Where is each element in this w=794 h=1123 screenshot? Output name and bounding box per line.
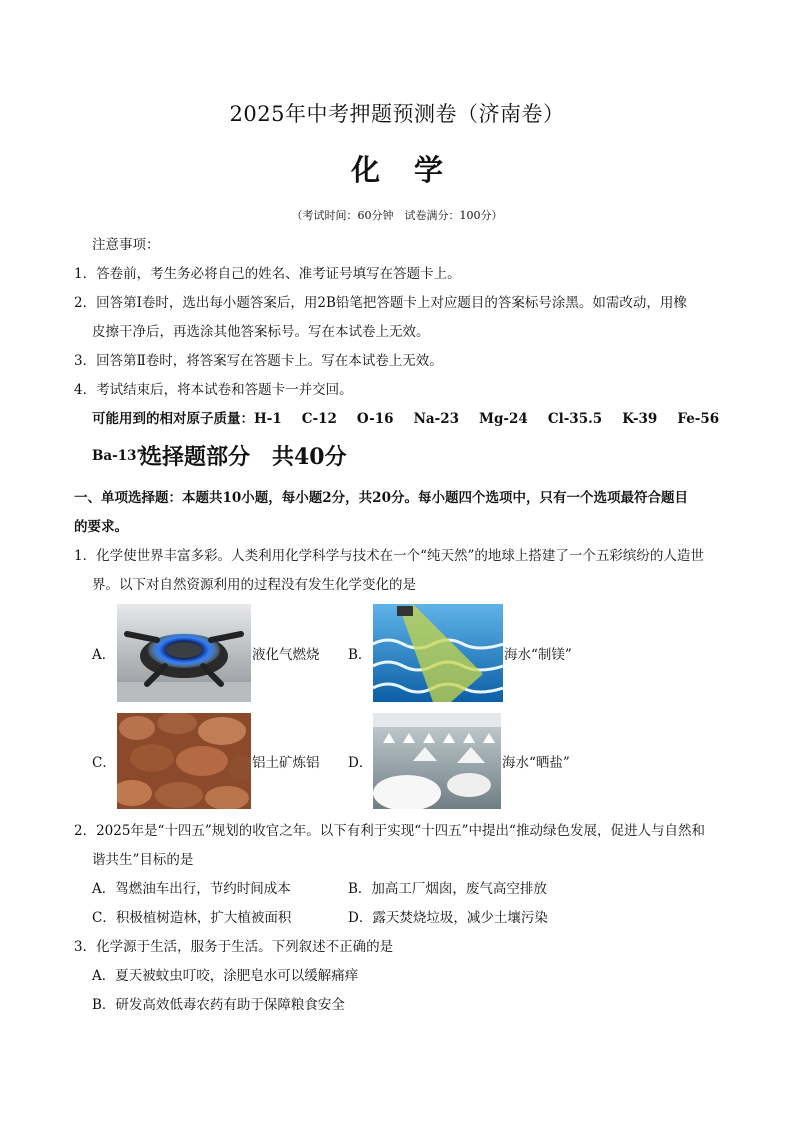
atomic-mass-item: Fe-56	[677, 411, 720, 427]
notice-item-1: 1．答卷前，考生务必将自己的姓名、准考证号填写在答题卡上。	[74, 266, 461, 282]
notice-item-2: 2．回答第Ⅰ卷时，选出每小题答案后，用2B铅笔把答题卡上对应题目的答案标号涂黑。如需改动，用橡	[74, 295, 687, 311]
q2-stem: 2．2025年是“十四五”规划的收官之年。以下有利于实现“十四五”中提出“推动绿色发展，促进人与自然和	[74, 823, 705, 839]
q1-stem: 1．化学使世界丰富多彩。人类利用化学科学与技术在一个“纯天然”的地球上搭建了一个五彩缤纷的人造世	[74, 548, 704, 564]
q1-option-d-letter: D．	[348, 755, 373, 771]
notice-heading: 注意事项：	[92, 237, 160, 253]
q2-stem-cont: 谐共生”目标的是	[92, 852, 194, 868]
q1-option-b-text: 海水“制镁”	[504, 647, 572, 663]
q2-option-c: C．积极植树造林，扩大植被面积	[92, 910, 292, 926]
q3-option-a: A．夏天被蚊虫叮咬，涂肥皂水可以缓解痛痒	[92, 968, 359, 984]
q1-option-a-text: 液化气燃烧	[252, 647, 320, 663]
exam-title: 2025年中考押题预测卷（济南卷）	[229, 102, 565, 126]
atomic-mass-item: Ba-137	[92, 448, 146, 464]
section-title: 选择题部分 共40分	[140, 444, 347, 470]
atomic-mass-item: Cl-35.5	[547, 411, 603, 427]
notice-item-3: 3．回答第Ⅱ卷时，将答案写在答题卡上。写在本试卷上无效。	[74, 353, 443, 369]
atomic-mass-item: C-12	[301, 411, 337, 427]
q1-option-d-text: 海水“晒盐”	[502, 755, 570, 771]
atomic-masses	[92, 409, 739, 429]
q2-option-d: D．露天焚烧垃圾，减少土壤污染	[348, 910, 548, 926]
bauxite-ore-image	[117, 713, 251, 809]
seawater-magnesium-image	[373, 604, 503, 702]
q1-option-c-text: 铝土矿炼铝	[252, 755, 320, 771]
q2-option-b: B．加高工厂烟囱，废气高空排放	[348, 881, 547, 897]
atomic-mass-item: H-1	[254, 411, 282, 427]
atomic-mass-item: Na-23	[413, 411, 460, 427]
q3-option-b: B．研发高效低毒农药有助于保障粮食安全	[92, 997, 345, 1013]
gas-stove-image	[117, 604, 251, 702]
q1-stem-cont: 界。以下对自然资源利用的过程没有发生化学变化的是	[92, 577, 416, 593]
exam-info: （考试时间：60分钟 试卷满分：100分）	[291, 209, 503, 222]
atomic-mass-item: Mg-24	[479, 411, 528, 427]
notice-item-2-cont: 皮擦干净后，再选涂其他答案标号。写在本试卷上无效。	[92, 324, 430, 340]
q1-option-b-letter: B．	[348, 647, 372, 663]
atomic-mass-item: K-39	[622, 411, 658, 427]
sea-salt-pans-image	[373, 713, 501, 809]
q3-stem: 3．化学源于生活，服务于生活。下列叙述不正确的是	[74, 939, 394, 955]
subject-title: 化学	[350, 153, 477, 187]
part1-heading-cont: 的要求。	[74, 519, 128, 535]
q2-option-a: A．驾燃油车出行，节约时间成本	[92, 881, 291, 897]
part1-heading: 一、单项选择题：本题共10小题，每小题2分，共20分。每小题四个选项中，只有一个选项最符合题目	[74, 490, 688, 506]
notice-item-4: 4．考试结束后，将本试卷和答题卡一并交回。	[74, 382, 353, 398]
q1-option-c-letter: C．	[92, 755, 116, 771]
atomic-mass-item: O-16	[356, 411, 394, 427]
q1-option-a-letter: A．	[92, 647, 116, 663]
atomic-masses-label: 可能用到的相对原子质量：	[92, 411, 254, 427]
